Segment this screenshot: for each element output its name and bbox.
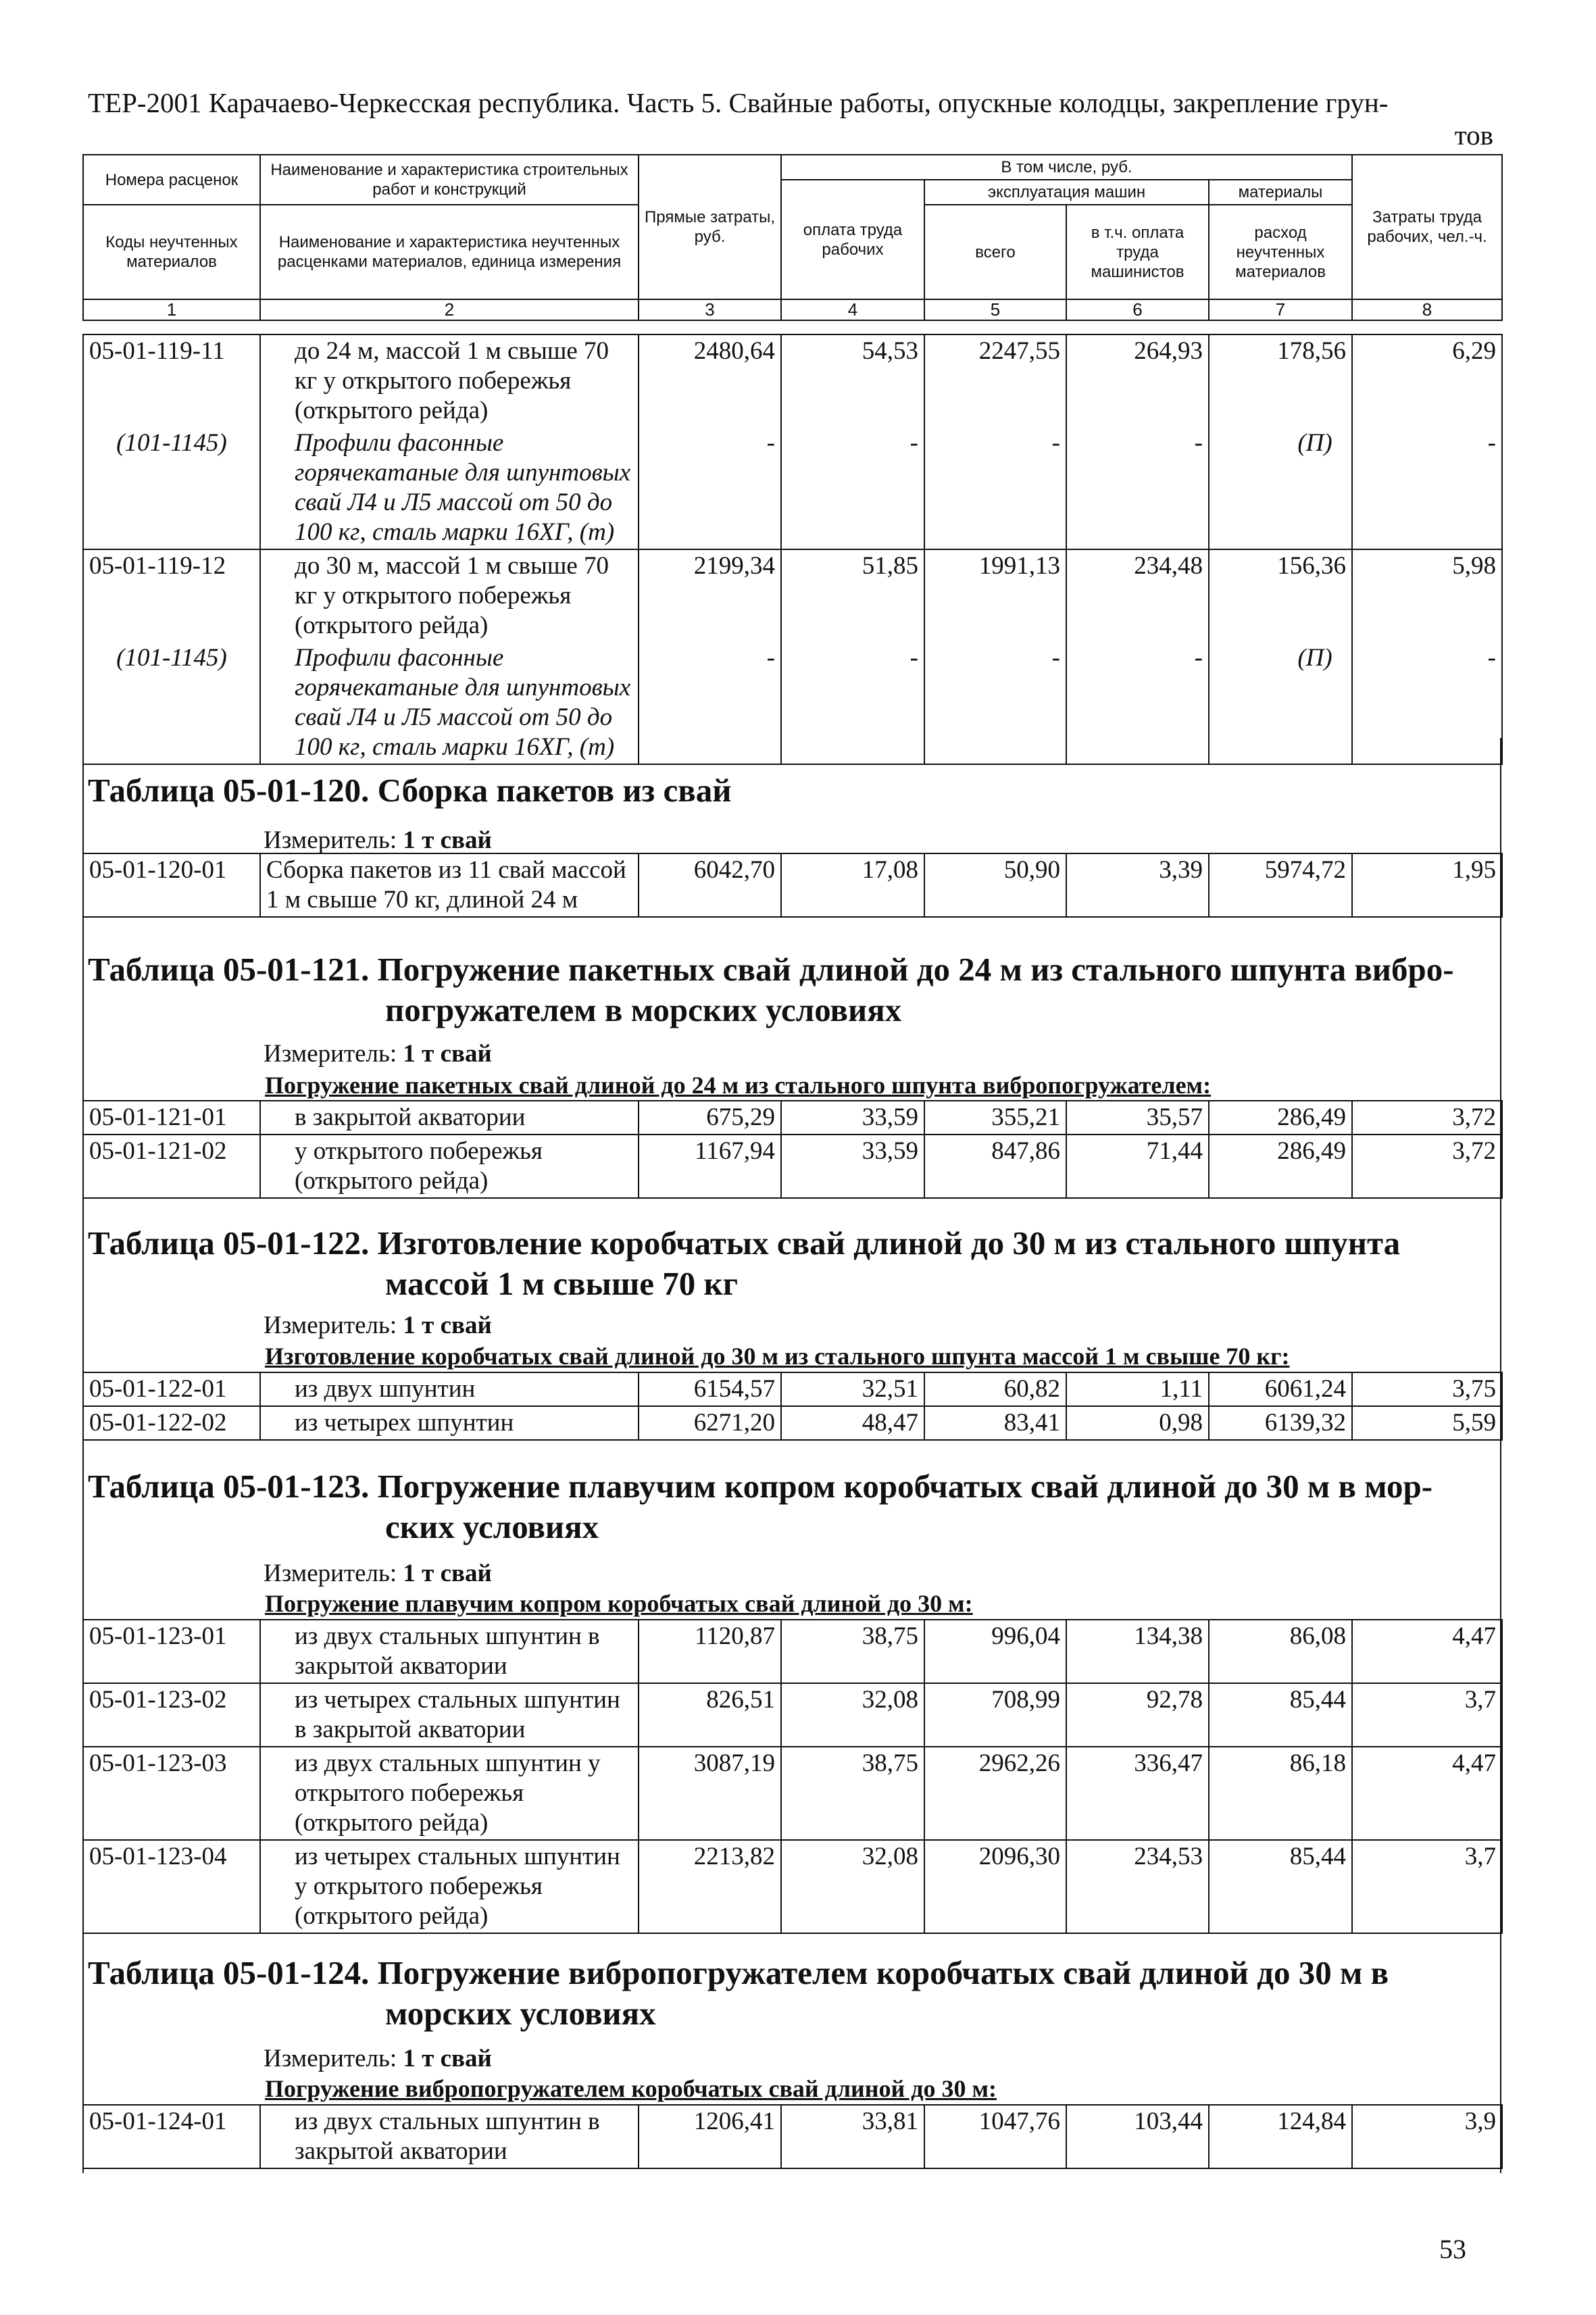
direct-costs: 826,51 xyxy=(639,1683,781,1747)
machinist-pay: 234,53 xyxy=(1066,1840,1209,1933)
machine-total: 2247,55 xyxy=(924,334,1066,427)
unit-value: 1 т свай xyxy=(403,1560,492,1587)
header-including: В том числе, руб. xyxy=(781,155,1352,180)
title-line1: Таблица 05-01-122. Изготовление коробчатых свай длиной до 30 м из стального шпунта xyxy=(88,1224,1401,1262)
header-rate-numbers: Номера расценок xyxy=(83,155,260,205)
title-line2: массой 1 м свыше 70 кг xyxy=(385,1265,738,1302)
material-code: (101-1145) xyxy=(83,642,260,764)
labor-pay: 38,75 xyxy=(781,1620,924,1683)
direct-costs: 2199,34 xyxy=(639,549,781,642)
labor-hours: 3,72 xyxy=(1352,1101,1502,1135)
dash: - xyxy=(639,642,781,764)
materials: 286,49 xyxy=(1209,1101,1352,1135)
unit-label: Измеритель: xyxy=(264,1560,397,1587)
rate-code: 05-01-121-01 xyxy=(83,1101,260,1135)
table-124-subhead: Погружение вибропогружателем коробчатых свай длиной до 30 м: xyxy=(265,2075,997,2102)
materials: 6139,32 xyxy=(1209,1406,1352,1440)
material-code: (101-1145) xyxy=(83,427,260,549)
labor-pay: 33,59 xyxy=(781,1135,924,1198)
table-row xyxy=(83,1406,1502,1440)
rate-code: 05-01-119-11 xyxy=(83,334,260,427)
materials: 156,36 xyxy=(1209,549,1352,642)
machine-total: 847,86 xyxy=(924,1135,1066,1198)
table-121-subhead: Погружение пакетных свай длиной до 24 м из стального шпунта вибропогружателем: xyxy=(265,1072,1212,1099)
material-name: Профили фасонные горячекатаные для шпунтовых свай Л4 и Л5 массой от 50 до 100 кг, сталь марки 16ХГ, (т) xyxy=(260,427,639,549)
rate-name: Сборка пакетов из 11 свай массой 1 м свыше 70 кг, длиной 24 м xyxy=(260,853,639,917)
column-index: 3 xyxy=(639,299,781,320)
page-header xyxy=(88,86,1493,151)
labor-pay: 54,53 xyxy=(781,334,924,427)
material-mark: (П) xyxy=(1209,427,1352,549)
materials: 86,18 xyxy=(1209,1747,1352,1840)
rate-name: из двух стальных шпунтин у открытого побережья (открытого рейда) xyxy=(260,1747,639,1840)
rate-name: из двух стальных шпунтин в закрытой акватории xyxy=(260,2105,639,2168)
material-row xyxy=(83,427,1502,549)
machine-total: 50,90 xyxy=(924,853,1066,917)
rate-name: из четырех стальных шпунтин в закрытой акватории xyxy=(260,1683,639,1747)
table-122-title xyxy=(88,1223,1500,1304)
table-row xyxy=(83,853,1502,917)
direct-costs: 6154,57 xyxy=(639,1372,781,1406)
labor-pay: 32,08 xyxy=(781,1683,924,1747)
header-material-codes: Коды неучтенных материалов xyxy=(83,205,260,299)
direct-costs: 2480,64 xyxy=(639,334,781,427)
table-120-title: Таблица 05-01-120. Сборка пакетов из свай xyxy=(88,772,732,809)
rate-name: из четырех шпунтин xyxy=(260,1406,639,1440)
materials: 178,56 xyxy=(1209,334,1352,427)
table-120-unit xyxy=(264,826,492,855)
table-row xyxy=(83,1101,1502,1135)
machine-total: 355,21 xyxy=(924,1101,1066,1135)
machinist-pay: 336,47 xyxy=(1066,1747,1209,1840)
rate-name: до 30 м, массой 1 м свыше 70 кг у открытого побережья (открытого рейда) xyxy=(260,549,639,642)
labor-pay: 17,08 xyxy=(781,853,924,917)
table-123-subhead: Погружение плавучим копром коробчатых свай длиной до 30 м: xyxy=(265,1590,973,1617)
rate-name: из двух шпунтин xyxy=(260,1372,639,1406)
materials: 5974,72 xyxy=(1209,853,1352,917)
direct-costs: 6042,70 xyxy=(639,853,781,917)
materials: 124,84 xyxy=(1209,2105,1352,2168)
unit-value: 1 т свай xyxy=(403,2045,492,2072)
header-material-name: Наименование и характеристика неучтенных расценками материалов, единица измерения xyxy=(260,205,639,299)
labor-pay: 32,51 xyxy=(781,1372,924,1406)
unit-label: Измеритель: xyxy=(264,2045,397,2072)
labor-hours: 1,95 xyxy=(1352,853,1502,917)
rate-code: 05-01-122-01 xyxy=(83,1372,260,1406)
title-line2: ских условиях xyxy=(385,1508,599,1545)
table-121 xyxy=(82,1100,1503,1199)
dash: - xyxy=(781,427,924,549)
header-materials-consumption: расход неучтенных материалов xyxy=(1209,205,1352,299)
labor-pay: 48,47 xyxy=(781,1406,924,1440)
unit-label: Измеритель: xyxy=(264,1040,397,1068)
labor-hours: 5,98 xyxy=(1352,549,1502,642)
machine-total: 708,99 xyxy=(924,1683,1066,1747)
direct-costs: 6271,20 xyxy=(639,1406,781,1440)
table-123-unit xyxy=(264,1559,492,1588)
header-machinist-pay: в т.ч. оплата труда машинистов xyxy=(1066,205,1209,299)
unit-value: 1 т свай xyxy=(403,1312,492,1339)
header-materials: материалы xyxy=(1209,180,1352,205)
direct-costs: 1206,41 xyxy=(639,2105,781,2168)
column-header-table xyxy=(82,154,1503,321)
machine-total: 1047,76 xyxy=(924,2105,1066,2168)
machine-total: 2096,30 xyxy=(924,1840,1066,1933)
header-machine-ops: эксплуатация машин xyxy=(924,180,1209,205)
direct-costs: 1167,94 xyxy=(639,1135,781,1198)
title-line1: Таблица 05-01-121. Погружение пакетных свай длиной до 24 м из стального шпунта вибро- xyxy=(88,951,1454,988)
dash: - xyxy=(924,427,1066,549)
column-index: 7 xyxy=(1209,299,1352,320)
dash: - xyxy=(781,642,924,764)
labor-hours: 3,9 xyxy=(1352,2105,1502,2168)
machine-total: 1991,13 xyxy=(924,549,1066,642)
header-labor-costs: Затраты труда рабочих, чел.-ч. xyxy=(1352,155,1502,299)
labor-pay: 51,85 xyxy=(781,549,924,642)
column-index: 6 xyxy=(1066,299,1209,320)
dash: - xyxy=(1352,642,1502,764)
direct-costs: 2213,82 xyxy=(639,1840,781,1933)
materials: 286,49 xyxy=(1209,1135,1352,1198)
materials: 86,08 xyxy=(1209,1620,1352,1683)
materials: 85,44 xyxy=(1209,1840,1352,1933)
material-name: Профили фасонные горячекатаные для шпунтовых свай Л4 и Л5 массой от 50 до 100 кг, сталь марки 16ХГ, (т) xyxy=(260,642,639,764)
title-line1: Таблица 05-01-123. Погружение плавучим копром коробчатых свай длиной до 30 м в мор- xyxy=(88,1468,1433,1505)
table-122-subhead: Изготовление коробчатых свай длиной до 30 м из стального шпунта массой 1 м свыше 70 кг: xyxy=(265,1343,1290,1370)
machine-total: 60,82 xyxy=(924,1372,1066,1406)
table-row xyxy=(83,1620,1502,1683)
table-122-unit xyxy=(264,1311,492,1340)
machinist-pay: 92,78 xyxy=(1066,1683,1209,1747)
rate-code: 05-01-120-01 xyxy=(83,853,260,917)
labor-hours: 5,59 xyxy=(1352,1406,1502,1440)
title-line1: Таблица 05-01-124. Погружение вибропогружателем коробчатых свай длиной до 30 м в xyxy=(88,1954,1389,1991)
rate-name: до 24 м, массой 1 м свыше 70 кг у открытого побережья (открытого рейда) xyxy=(260,334,639,427)
table-row xyxy=(83,1135,1502,1198)
table-row xyxy=(83,1372,1502,1406)
machinist-pay: 1,11 xyxy=(1066,1372,1209,1406)
column-index: 2 xyxy=(260,299,639,320)
machinist-pay: 134,38 xyxy=(1066,1620,1209,1683)
page-header-line1: ТЕР-2001 Карачаево-Черкесская республика. Часть 5. Свайные работы, опускные колодцы, закрепление грун- xyxy=(88,87,1389,118)
unit-value: 1 т свай xyxy=(403,826,492,854)
labor-hours: 3,7 xyxy=(1352,1840,1502,1933)
direct-costs: 675,29 xyxy=(639,1101,781,1135)
machinist-pay: 35,57 xyxy=(1066,1101,1209,1135)
rate-code: 05-01-119-12 xyxy=(83,549,260,642)
dash: - xyxy=(1352,427,1502,549)
labor-hours: 3,72 xyxy=(1352,1135,1502,1198)
direct-costs: 1120,87 xyxy=(639,1620,781,1683)
rate-code: 05-01-124-01 xyxy=(83,2105,260,2168)
material-mark: (П) xyxy=(1209,642,1352,764)
table-119 xyxy=(82,334,1503,765)
column-index: 4 xyxy=(781,299,924,320)
unit-value: 1 т свай xyxy=(403,1040,492,1068)
unit-label: Измеритель: xyxy=(264,826,397,854)
header-work-name: Наименование и характеристика строительных работ и конструкций xyxy=(260,155,639,205)
column-index: 8 xyxy=(1352,299,1502,320)
materials: 85,44 xyxy=(1209,1683,1352,1747)
rate-name: у открытого побережья (открытого рейда) xyxy=(260,1135,639,1198)
table-row xyxy=(83,334,1502,427)
table-row xyxy=(83,549,1502,642)
title-line2: морских условиях xyxy=(385,1995,656,2032)
dash: - xyxy=(639,427,781,549)
table-124-unit xyxy=(264,2044,492,2073)
labor-pay: 33,81 xyxy=(781,2105,924,2168)
rate-code: 05-01-123-03 xyxy=(83,1747,260,1840)
dash: - xyxy=(1066,427,1209,549)
dash: - xyxy=(924,642,1066,764)
rate-code: 05-01-123-01 xyxy=(83,1620,260,1683)
machinist-pay: 103,44 xyxy=(1066,2105,1209,2168)
table-121-unit xyxy=(264,1039,492,1068)
table-row xyxy=(83,1840,1502,1933)
rate-code: 05-01-121-02 xyxy=(83,1135,260,1198)
table-121-title xyxy=(88,949,1500,1030)
column-index: 1 xyxy=(83,299,260,320)
labor-hours: 6,29 xyxy=(1352,334,1502,427)
labor-hours: 4,47 xyxy=(1352,1747,1502,1840)
header-machine-total: всего xyxy=(924,205,1066,299)
table-124-title xyxy=(88,1953,1500,2034)
rate-code: 05-01-123-04 xyxy=(83,1840,260,1933)
table-120 xyxy=(82,853,1503,918)
machine-total: 2962,26 xyxy=(924,1747,1066,1840)
dash: - xyxy=(1066,642,1209,764)
machine-total: 83,41 xyxy=(924,1406,1066,1440)
title-line2: погружателем в морских условиях xyxy=(385,991,902,1028)
machinist-pay: 264,93 xyxy=(1066,334,1209,427)
rate-code: 05-01-122-02 xyxy=(83,1406,260,1440)
labor-hours: 3,75 xyxy=(1352,1372,1502,1406)
table-122 xyxy=(82,1372,1503,1441)
table-row xyxy=(83,2105,1502,2168)
column-index: 5 xyxy=(924,299,1066,320)
machinist-pay: 71,44 xyxy=(1066,1135,1209,1198)
page-header-line2: тов xyxy=(1454,120,1493,151)
machine-total: 996,04 xyxy=(924,1620,1066,1683)
labor-pay: 33,59 xyxy=(781,1101,924,1135)
table-124 xyxy=(82,2104,1503,2169)
materials: 6061,24 xyxy=(1209,1372,1352,1406)
rate-name: из двух стальных шпунтин в закрытой акватории xyxy=(260,1620,639,1683)
table-123 xyxy=(82,1619,1503,1934)
table-row xyxy=(83,1683,1502,1747)
labor-pay: 32,08 xyxy=(781,1840,924,1933)
table-123-title xyxy=(88,1466,1500,1547)
rate-name: из четырех стальных шпунтин у открытого побережья (открытого рейда) xyxy=(260,1840,639,1933)
header-labor-pay: оплата труда рабочих xyxy=(781,180,924,299)
machinist-pay: 234,48 xyxy=(1066,549,1209,642)
labor-pay: 38,75 xyxy=(781,1747,924,1840)
rate-code: 05-01-123-02 xyxy=(83,1683,260,1747)
table-row xyxy=(83,1747,1502,1840)
machinist-pay: 3,39 xyxy=(1066,853,1209,917)
labor-hours: 3,7 xyxy=(1352,1683,1502,1747)
labor-hours: 4,47 xyxy=(1352,1620,1502,1683)
page-number: 53 xyxy=(1439,2234,1466,2264)
direct-costs: 3087,19 xyxy=(639,1747,781,1840)
rate-name: в закрытой акватории xyxy=(260,1101,639,1135)
header-direct-costs: Прямые затраты, руб. xyxy=(639,155,781,299)
machinist-pay: 0,98 xyxy=(1066,1406,1209,1440)
unit-label: Измеритель: xyxy=(264,1312,397,1339)
